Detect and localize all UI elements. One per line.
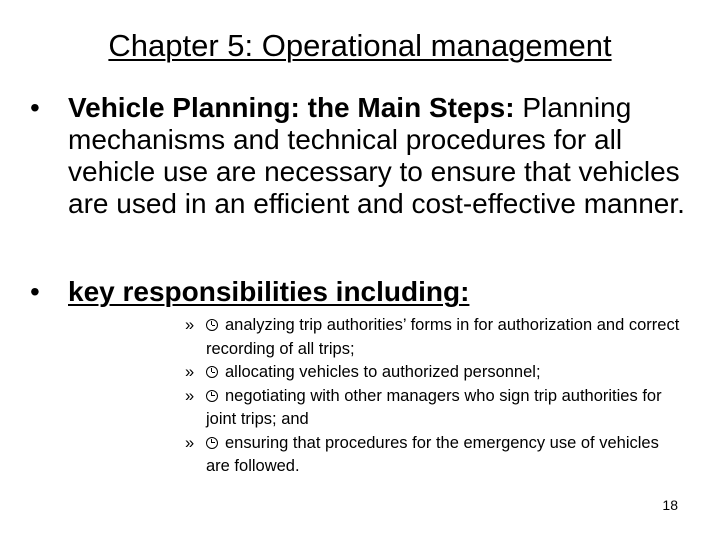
sub-bullet-marker: » bbox=[185, 386, 195, 405]
bullet-heading: key responsibilities including: bbox=[68, 276, 470, 307]
list-item-text: negotiating with other managers who sign trip authorities for joint trips; and bbox=[206, 386, 662, 428]
sub-bullet-marker: » bbox=[185, 316, 195, 334]
bullet-marker: • bbox=[30, 276, 40, 307]
sub-bullet-marker: » bbox=[185, 363, 195, 381]
clock-icon bbox=[206, 437, 218, 449]
clock-icon bbox=[206, 390, 218, 402]
list-item bbox=[185, 314, 685, 361]
list-item-text: analyzing trip authorities’ forms in for authorization and correct recording of all trips; bbox=[206, 316, 680, 358]
bullet-key-responsibilities bbox=[30, 276, 700, 308]
sub-bullet-marker: » bbox=[185, 433, 195, 452]
list-item bbox=[185, 432, 685, 479]
list-item bbox=[185, 361, 685, 385]
bullet-vehicle-planning bbox=[30, 92, 700, 220]
clock-icon bbox=[206, 366, 218, 378]
bullet-text: Planning mechanisms and technical procedures for all vehicle use are necessary to ensure that vehicles are used in an efficient and cost-effective manner. bbox=[68, 92, 685, 219]
responsibilities-list bbox=[185, 314, 685, 479]
list-item-text: ensuring that procedures for the emergency use of vehicles are followed. bbox=[206, 433, 659, 475]
list-item bbox=[185, 385, 685, 432]
slide-title: Chapter 5: Operational management bbox=[108, 28, 612, 63]
bullet-marker: • bbox=[30, 92, 40, 123]
clock-icon bbox=[206, 319, 218, 331]
page-number: 18 bbox=[662, 497, 678, 513]
bullet-heading: Vehicle Planning: the Main Steps: bbox=[68, 92, 515, 123]
list-item-text: allocating vehicles to authorized personnel; bbox=[225, 363, 541, 381]
